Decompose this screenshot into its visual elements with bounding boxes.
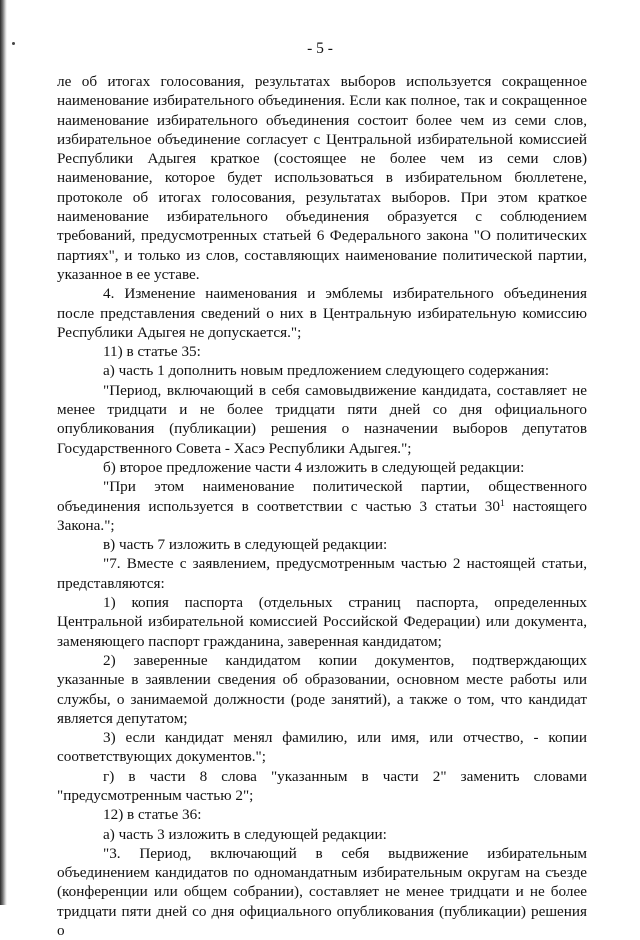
superscript: 1 [500,498,505,509]
page-number: - 5 - [307,40,333,57]
paragraph-text-continued: настоящего Закона."; [57,497,588,534]
paragraph [57,284,587,342]
paragraph [57,477,587,535]
paragraph-text: 2) заверенные кандидатом копии документов, подтверждающих указанные в заявлении сведения об образовании, основном месте работы или службы, о занимаемой должности (роде занятий), а также о том, что кандидат является депутатом; [57,651,587,727]
paragraph-text: г) в части 8 слова "указанным в части 2" заменить словами "предусмотренным частью 2"; [57,767,587,804]
paragraph-text: "3. Период, включающий в себя выдвижение избирательным объединением кандидатов по одномандатным избирательным округам на съезде (конференции или общем собрании), составляет не менее тридцати и не более тридцати пяти дней со дня официального опубликования (публикации) решения о [57,844,587,940]
paragraph [57,342,587,361]
paragraph-text: 4. Изменение наименования и эмблемы избирательного объединения после представления сведений о них в Центральную избирательную комиссию Республики Адыгея не допускается."; [57,285,587,341]
paragraph-text: в) часть 7 изложить в следующей редакции: [103,536,388,554]
paragraph-text: а) часть 1 дополнить новым предложением следующего содержания: [103,362,550,380]
paragraph [57,593,587,651]
paragraph [57,554,587,593]
paragraph [57,381,587,458]
paragraph [57,72,587,284]
scan-edge-shadow [0,0,7,905]
paragraph-text: 11) в статье 35: [103,343,201,361]
paragraph [57,767,587,806]
paragraph-text: б) второе предложение части 4 изложить в следующей редакции: [103,458,525,476]
paragraph [57,535,587,554]
paragraph [57,825,587,844]
paragraph [57,651,587,728]
paragraph-text: 12) в статье 36: [103,806,202,824]
paragraph [57,805,587,824]
paragraph-text: 3) если кандидат менял фамилию, или имя, или отчество, - копии соответствующих документов."; [57,729,587,766]
paragraph-text: "Период, включающий в себя самовыдвижение кандидата, составляет не менее тридцати и не более тридцати пяти дней со дня официального опубликования (публикации) решения о назначении выборов депутатов Государственного Совета - Хасэ Республики Адыгея."; [57,381,587,457]
paragraph-text: "7. Вместе с заявлением, предусмотренным частью 2 настоящей статьи, представляются: [57,555,587,592]
paragraph-text: "При этом наименование политической партии, общественного объединения используется в соответствии с частью 3 статьи 30 [57,478,587,515]
paragraph-text: 1) копия паспорта (отдельных страниц паспорта, определенных Центральной избирательной комиссией Российской Федерации) или документа, заменяющего паспорт гражданина, заверенная кандидатом; [57,594,587,650]
document-body [57,72,587,940]
paragraph [57,728,587,767]
paragraph [57,458,587,477]
paragraph-text: ле об итогах голосования, результатах выборов используется сокращенное наименование избирательного объединения. Если как полное, так и сокращенное наименование избирательного объединения состоит более чем из семи слов, избирательное объединение согласует с Центральной избирательной комиссией Республики Адыгея краткое (состоящее не более чем из семи слов) наименование, которое будет использоваться в избирательном бюллетене, протоколе об итогах голосования, результатах выборов. При этом краткое наименование избирательного объединения образуется с соблюдением требований, предусмотренных статьей 6 Федерального закона "О политических партиях", и только из слов, составляющих наименование политической партии, указанное в ее уставе. [57,73,587,283]
paragraph [57,361,587,380]
paragraph [57,844,587,940]
paragraph-text: а) часть 3 изложить в следующей редакции: [103,825,387,843]
